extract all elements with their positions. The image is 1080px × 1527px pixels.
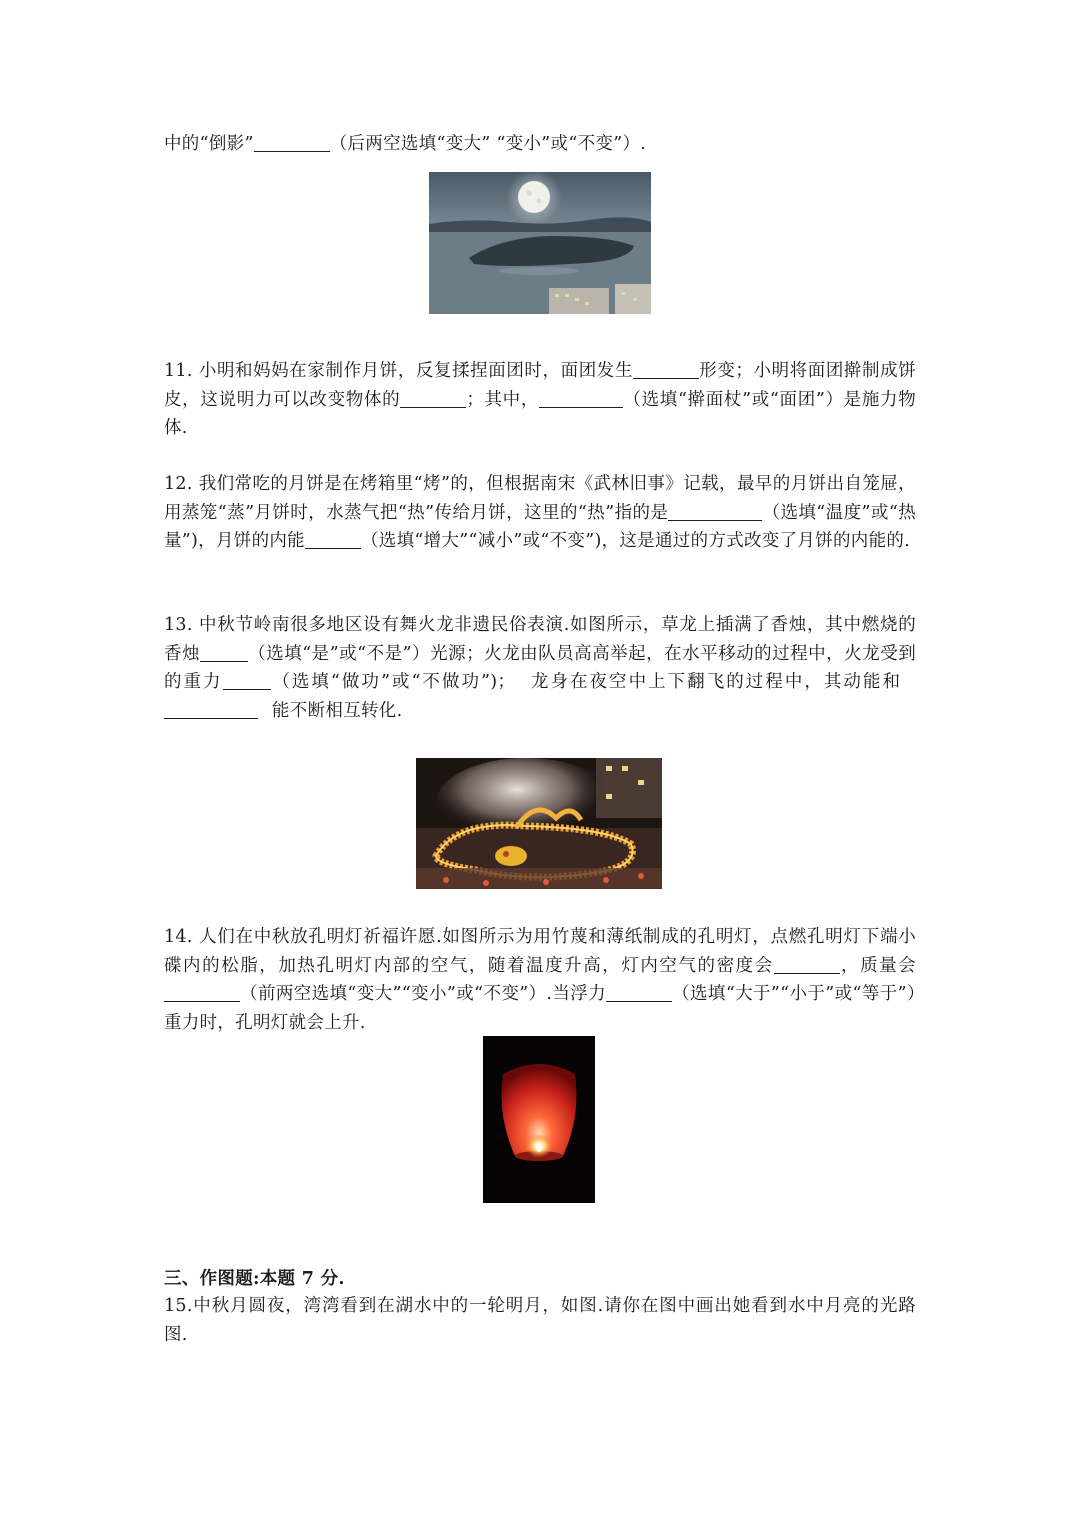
q10-continuation <box>164 130 916 159</box>
moon-lake-image <box>429 172 651 314</box>
sky-lantern-image <box>483 1036 595 1203</box>
sky-lantern-photo <box>483 1036 595 1203</box>
answer-blank[interactable] <box>539 389 623 408</box>
question-12 <box>164 470 916 556</box>
question-13 <box>164 611 916 725</box>
answer-blank[interactable] <box>164 983 240 1002</box>
q11-text-4: （选填“擀面杖”或“面团”）是施力物体. <box>164 389 917 438</box>
question-11 <box>164 357 916 443</box>
q12-text-3: （选填“增大”“减小”或“不变”)，这是通过的方式改变了月饼的内能的. <box>360 531 911 551</box>
answer-blank[interactable] <box>400 389 466 408</box>
answer-blank[interactable] <box>633 360 699 379</box>
answer-blank[interactable] <box>606 983 672 1002</box>
fire-dragon-photo <box>416 758 662 889</box>
q14-text-3: （前两空选填“变大”“变小”或“不变”）.当浮力 <box>240 984 607 1004</box>
answer-blank[interactable] <box>774 955 840 974</box>
q11-text-2: 形变；小明将面团擀制成饼皮，这说明力可以改变物体的 <box>164 361 916 410</box>
q13-text-3: （选填“做功”或“不做功”)； <box>270 672 516 692</box>
q13-text-2: （选填“是”或“不是”）光源；火龙由队员高高举起，在水平移动的过程中，火龙受到的重力 <box>164 643 916 692</box>
question-14 <box>164 923 916 1037</box>
q11-text-3: ；其中， <box>466 389 540 410</box>
q12-text-1: 12. 我们常吃的月饼是在烤箱里“烤”的，但根据南宋《武林旧事》记载，最早的月饼出自笼屉，用蒸笼“蒸”月饼时，水蒸气把“热”传给月饼，这里的“热”指的是 <box>164 474 916 523</box>
answer-blank[interactable] <box>305 530 361 549</box>
q13-text-1: 13. 中秋节岭南很多地区设有舞火龙非遗民俗表演.如图所示，草龙上插满了香烛，其中燃烧的香烛 <box>164 615 916 664</box>
moon-lake-photo <box>429 172 651 314</box>
answer-blank[interactable] <box>254 133 330 152</box>
q13-text-5: 能不断相互转化. <box>272 700 403 721</box>
q14-text-2: ，质量会 <box>839 955 916 976</box>
section-heading: 三、作图题:本题 7 分. <box>164 1269 345 1289</box>
q11-text-1: 11. 小明和妈妈在家制作月饼，反复揉捏面团时，面团发生 <box>164 361 633 381</box>
answer-blank[interactable] <box>164 700 258 719</box>
q13-text-4: 龙身在夜空中上下翻飞的过程中，其动能和 <box>529 672 902 692</box>
answer-blank[interactable] <box>223 671 271 690</box>
answer-blank[interactable] <box>200 643 248 662</box>
q12-text-2: （选填“温度”或“热量”)，月饼的内能 <box>164 502 916 551</box>
question-15: 15.中秋月圆夜，湾湾看到在湖水中的一轮明月，如图.请你在图中画出她看到水中月亮的光路图. <box>164 1296 916 1345</box>
answer-blank[interactable] <box>668 502 762 521</box>
q10-text-b: （后两空选填“变大” “变小”或“不变”）. <box>329 134 647 154</box>
q14-text-1: 14. 人们在中秋放孔明灯祈福许愿.如图所示为用竹蔑和薄纸制成的孔明灯，点燃孔明灯下端小碟内的松脂，加热孔明灯内部的空气，随着温度升高，灯内空气的密度会 <box>164 927 916 976</box>
q10-text-a: 中的“倒影” <box>164 134 254 154</box>
fire-dragon-image <box>416 758 662 889</box>
q14-text-4: （选填“大于”“小于”或“等于”）重力时，孔明灯就会上升. <box>164 984 916 1033</box>
